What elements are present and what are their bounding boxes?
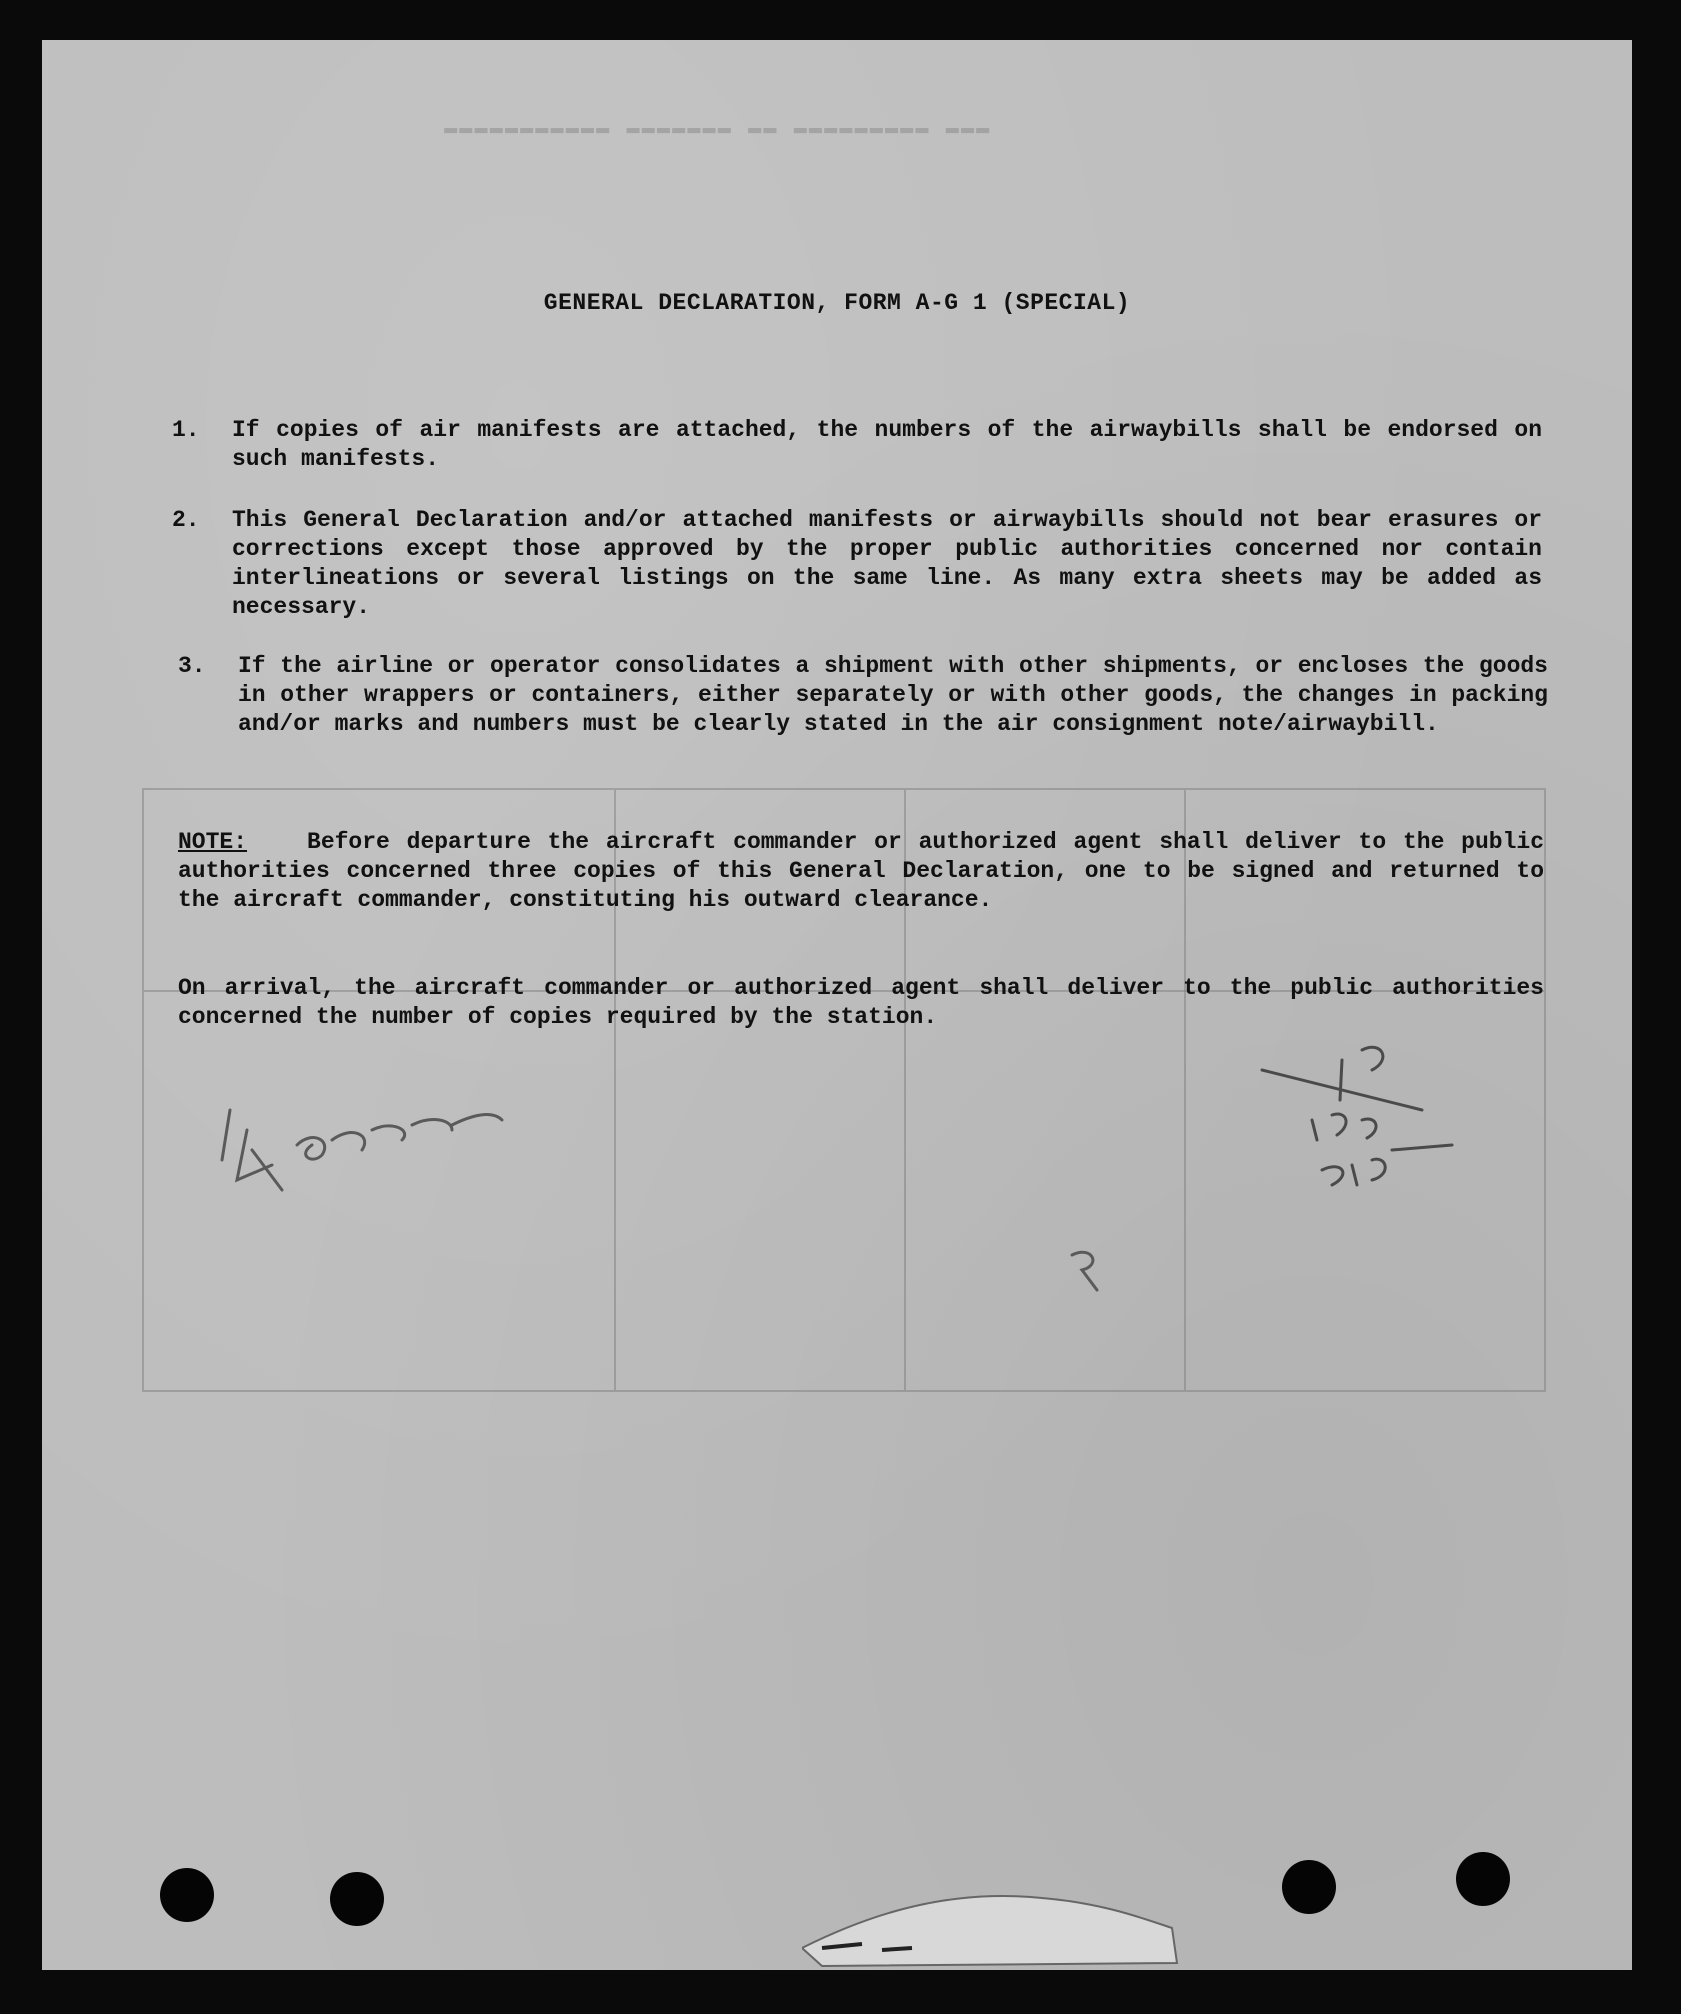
item-text: This General Declaration and/or attached manifests or airwaybills should not bear erasures or corrections except those approved by the proper public authorities concerned nor contain interlineations or several listings on the same line. As many extra sheets may be added as necessary. [232,507,1542,620]
punch-hole [330,1872,384,1926]
punch-hole [1282,1860,1336,1914]
pencil-scribble-right [1222,1000,1482,1220]
paper-sheet [42,40,1632,1970]
document-title: GENERAL DECLARATION, FORM A-G 1 (SPECIAL) [543,290,1131,316]
torn-paper-fragment [802,1878,1182,1968]
pencil-scribble-left [202,1070,522,1210]
note-text: Before departure the aircraft commander or authorized agent shall deliver to the public authorities concerned three copies of this General Declaration, one to be signed and returned to the aircraft commander, constituting his outward clearance. [178,829,1544,913]
note-paragraph [178,828,1544,915]
instruction-item [178,652,1548,739]
item-text: If the airline or operator consolidates a shipment with other shipments, or encloses the goods in other wrappers or containers, either separately or with other goods, the changes in packing and/or marks and numbers must be clearly stated in the air consignment note/airwaybill. [238,653,1548,737]
instruction-item [172,506,1542,622]
note-label: NOTE: [178,829,248,855]
item-number: 2. [172,507,200,533]
show-through-text: ▬▬▬ ▬▬▬▬▬▬▬▬▬ ▬▬ ▬▬▬▬▬▬▬ ▬▬▬▬▬▬▬▬▬▬▬ [442,116,990,141]
item-number: 3. [178,653,206,679]
item-text: If copies of air manifests are attached, the numbers of the airwaybills shall be endorsed on such manifests. [232,417,1542,472]
punch-hole [160,1868,214,1922]
arrival-paragraph: On arrival, the aircraft commander or authorized agent shall deliver to the public authorities concerned the number of copies required by the station. [178,975,1544,1030]
punch-hole [1456,1852,1510,1906]
instruction-item [172,416,1542,474]
item-number: 1. [172,417,200,443]
pencil-scribble-small [1062,1240,1122,1300]
